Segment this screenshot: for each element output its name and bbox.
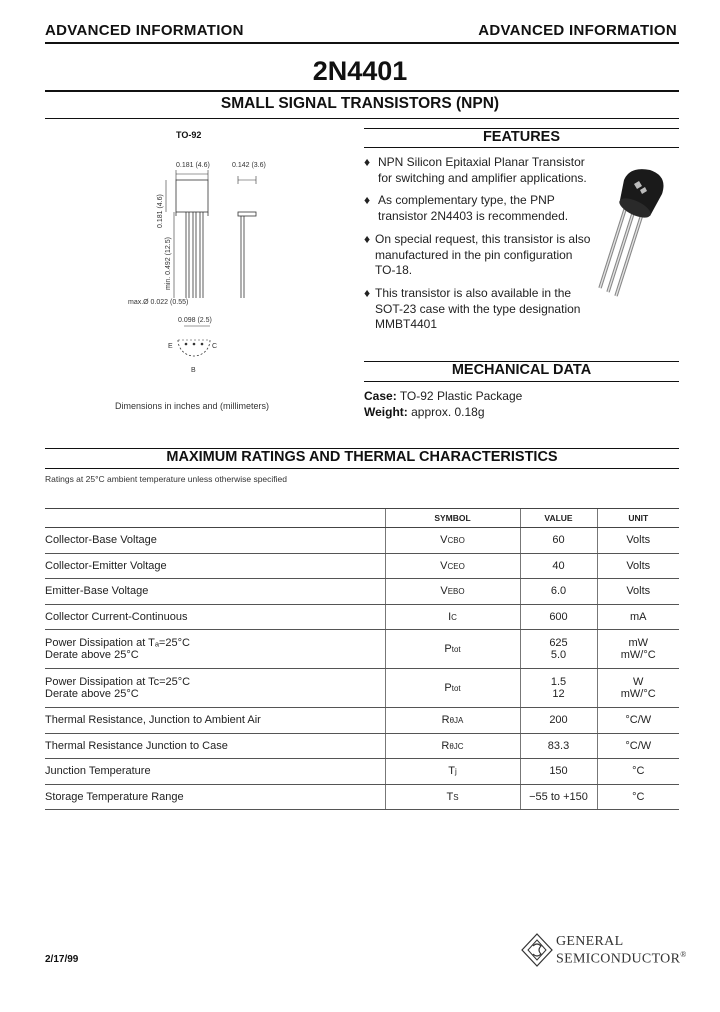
param-cell [45, 630, 385, 669]
table-row [45, 669, 679, 708]
cell-line: Power Dissipation at Tc=25°C [45, 676, 191, 688]
cell-line: Collector Current-Continuous [45, 610, 188, 623]
feature-item [364, 193, 594, 224]
subtitle: SMALL SIGNAL TRANSISTORS (NPN) [220, 95, 500, 112]
symbol-cell [385, 604, 520, 630]
ratings-note: Ratings at 25°C ambient temperature unless otherwise specified [45, 474, 287, 484]
symbol-letter: P [444, 643, 452, 655]
cell-line: mW [628, 637, 649, 649]
param-cell [45, 708, 385, 734]
symbol-subscript: j [454, 767, 457, 777]
cell-line: 40 [552, 559, 565, 572]
cell-line: 83.3 [547, 739, 570, 752]
cell-line: Collector-Base Voltage [45, 534, 157, 547]
package-drawing [120, 150, 340, 380]
cell-line: 1.5 [550, 676, 567, 688]
table-row [45, 604, 679, 630]
param-cell [45, 579, 385, 605]
symbol-cell [385, 759, 520, 785]
table-row [45, 708, 679, 734]
header-left: ADVANCED INFORMATION [45, 22, 244, 39]
param-cell [45, 733, 385, 759]
dim-pitch: 0.098 (2.5) [178, 317, 212, 324]
feature-text: On special request, this transistor is also manufactured in the pin configuration TO-18. [375, 232, 591, 277]
registered-mark: ® [680, 950, 687, 959]
brand-line2 [556, 950, 687, 968]
value-cell [520, 579, 597, 605]
table-header [45, 509, 679, 528]
bullet-icon: ♦ [364, 155, 371, 169]
cell-line: 6.0 [550, 585, 567, 598]
value-cell [520, 528, 597, 554]
symbol-subscript: tot [451, 645, 461, 654]
unit-cell [597, 733, 679, 759]
pin-e: E [168, 343, 173, 350]
transistor-photo [590, 160, 680, 300]
symbol-subscript: C [451, 612, 457, 622]
mechanical-title: MECHANICAL DATA [451, 362, 592, 378]
dim-body-height: 0.181 (4.6) [157, 194, 164, 228]
unit-cell [597, 528, 679, 554]
cell-line: °C [632, 790, 645, 803]
pin-b: B [191, 367, 196, 374]
cell-line: 12 [552, 688, 565, 700]
unit-cell [597, 708, 679, 734]
symbol-letter: I [448, 610, 452, 623]
symbol-cell [385, 784, 520, 810]
cell-line: Junction Temperature [45, 765, 151, 778]
bullet-icon: ♦ [364, 232, 371, 246]
value-cell [520, 708, 597, 734]
bullet-icon: ♦ [364, 286, 371, 300]
unit-cell [597, 784, 679, 810]
unit-cell [597, 604, 679, 630]
table-row [45, 528, 679, 554]
value-cell [520, 630, 597, 669]
table-row [45, 759, 679, 785]
cell-line: Thermal Resistance Junction to Case [45, 739, 228, 752]
ratings-table [45, 508, 679, 810]
symbol-letter: R [441, 714, 450, 727]
pin-c: C [212, 343, 218, 350]
value-cell [520, 759, 597, 785]
param-cell [45, 784, 385, 810]
header-unit: UNIT [597, 509, 679, 528]
symbol-cell [385, 528, 520, 554]
features-title: FEATURES [482, 129, 561, 145]
weight-value: approx. 0.18g [411, 405, 485, 419]
cell-line: °C [632, 765, 645, 778]
value-cell [520, 784, 597, 810]
symbol-subscript: θJA [449, 716, 464, 726]
feature-text: NPN Silicon Epitaxial Planar Transistor for switching and amplifier applications. [378, 155, 587, 185]
param-cell [45, 669, 385, 708]
unit-cell [597, 630, 679, 669]
cell-line: W [633, 676, 644, 688]
param-cell [45, 604, 385, 630]
symbol-cell [385, 733, 520, 759]
unit-cell [597, 553, 679, 579]
feature-text: This transistor is also available in the SOT-23 case with the type designation MMBT4401 [375, 286, 581, 331]
cell-line: mW/°C [620, 688, 656, 700]
symbol-letter: T [446, 790, 454, 803]
subtitle-rule [45, 118, 679, 119]
symbol-subscript: EBO [447, 587, 465, 597]
symbol-letter: T [448, 765, 455, 778]
dim-width: 0.181 (4.6) [176, 162, 210, 169]
mech-weight [364, 405, 485, 419]
symbol-subscript: S [453, 792, 459, 802]
cell-line: Volts [626, 585, 651, 598]
mech-rule-bottom [364, 381, 679, 382]
cell-line: 200 [549, 714, 568, 727]
param-cell [45, 553, 385, 579]
table-row [45, 553, 679, 579]
unit-cell [597, 579, 679, 605]
cell-line: Volts [626, 534, 651, 547]
symbol-subscript: θJC [449, 741, 464, 751]
symbol-letter: P [444, 682, 452, 694]
cell-line: 5.0 [550, 649, 567, 661]
cell-line: Thermal Resistance, Junction to Ambient Air [45, 714, 261, 727]
features-rule-bottom [364, 147, 679, 148]
value-cell [520, 604, 597, 630]
package-label: TO-92 [176, 130, 202, 140]
unit-cell [597, 759, 679, 785]
symbol-cell [385, 669, 520, 708]
ratings-title: MAXIMUM RATINGS AND THERMAL CHARACTERISTICS [166, 449, 558, 465]
symbol-subscript: tot [451, 684, 461, 693]
cell-line: Volts [626, 559, 651, 572]
header-symbol: SYMBOL [385, 509, 520, 528]
value-cell [520, 733, 597, 759]
cell-line: 150 [549, 765, 568, 778]
case-label: Case: [364, 389, 397, 403]
symbol-cell [385, 579, 520, 605]
feature-text: As complementary type, the PNP transistor 2N4403 is recommended. [378, 193, 569, 223]
brand-line2-text: SEMICONDUCTOR [556, 951, 681, 967]
cell-line: 60 [552, 534, 565, 547]
ratings-rule-bottom [45, 468, 679, 469]
cell-line: 625 [549, 637, 568, 649]
symbol-subscript: CBO [447, 536, 465, 546]
symbol-cell [385, 630, 520, 669]
symbol-letter: V [440, 585, 448, 598]
table-row [45, 784, 679, 810]
table-row [45, 733, 679, 759]
table-row [45, 579, 679, 605]
param-cell [45, 528, 385, 554]
title-rule [45, 90, 679, 92]
table-row [45, 630, 679, 669]
weight-label: Weight: [364, 405, 408, 419]
symbol-letter: V [440, 534, 448, 547]
cell-line: mW/°C [620, 649, 656, 661]
cell-line: °C/W [625, 739, 652, 752]
param-cell [45, 759, 385, 785]
case-value: TO-92 Plastic Package [399, 389, 523, 403]
cell-line: Collector-Emitter Voltage [45, 559, 167, 572]
cell-line: Power Dissipation at Tₐ=25°C [45, 637, 190, 649]
cell-line: mA [630, 610, 647, 623]
symbol-cell [385, 553, 520, 579]
cell-line: 600 [549, 610, 568, 623]
cell-line: Emitter-Base Voltage [45, 585, 149, 598]
symbol-cell [385, 708, 520, 734]
symbol-subscript: CEO [447, 561, 465, 571]
value-cell [520, 553, 597, 579]
symbol-letter: R [441, 739, 450, 752]
dim-lead-length: min. 0.492 (12.5) [165, 237, 172, 290]
top-rule [45, 42, 679, 44]
cell-line: Derate above 25°C [45, 688, 139, 700]
feature-item [364, 286, 594, 333]
cell-line: °C/W [625, 714, 652, 727]
dim-thickness: 0.142 (3.6) [232, 162, 266, 169]
cell-line: −55 to +150 [529, 790, 588, 803]
feature-item [364, 155, 594, 186]
mech-case [364, 389, 522, 403]
symbol-letter: V [440, 559, 448, 572]
dim-lead-dia: max.Ø 0.022 (0.55) [128, 299, 189, 306]
header-value: VALUE [520, 509, 597, 528]
header-param [45, 509, 385, 528]
part-number: 2N4401 [312, 56, 408, 86]
feature-item [364, 232, 594, 279]
gs-logo-icon [520, 932, 554, 968]
cell-line: Derate above 25°C [45, 649, 139, 661]
cell-line: Storage Temperature Range [45, 790, 184, 803]
footer-date: 2/17/99 [45, 954, 79, 965]
value-cell [520, 669, 597, 708]
header-right: ADVANCED INFORMATION [478, 22, 677, 39]
brand-line1: GENERAL [556, 934, 624, 949]
unit-cell [597, 669, 679, 708]
bullet-icon: ♦ [364, 193, 371, 207]
package-caption: Dimensions in inches and (millimeters) [115, 401, 270, 411]
